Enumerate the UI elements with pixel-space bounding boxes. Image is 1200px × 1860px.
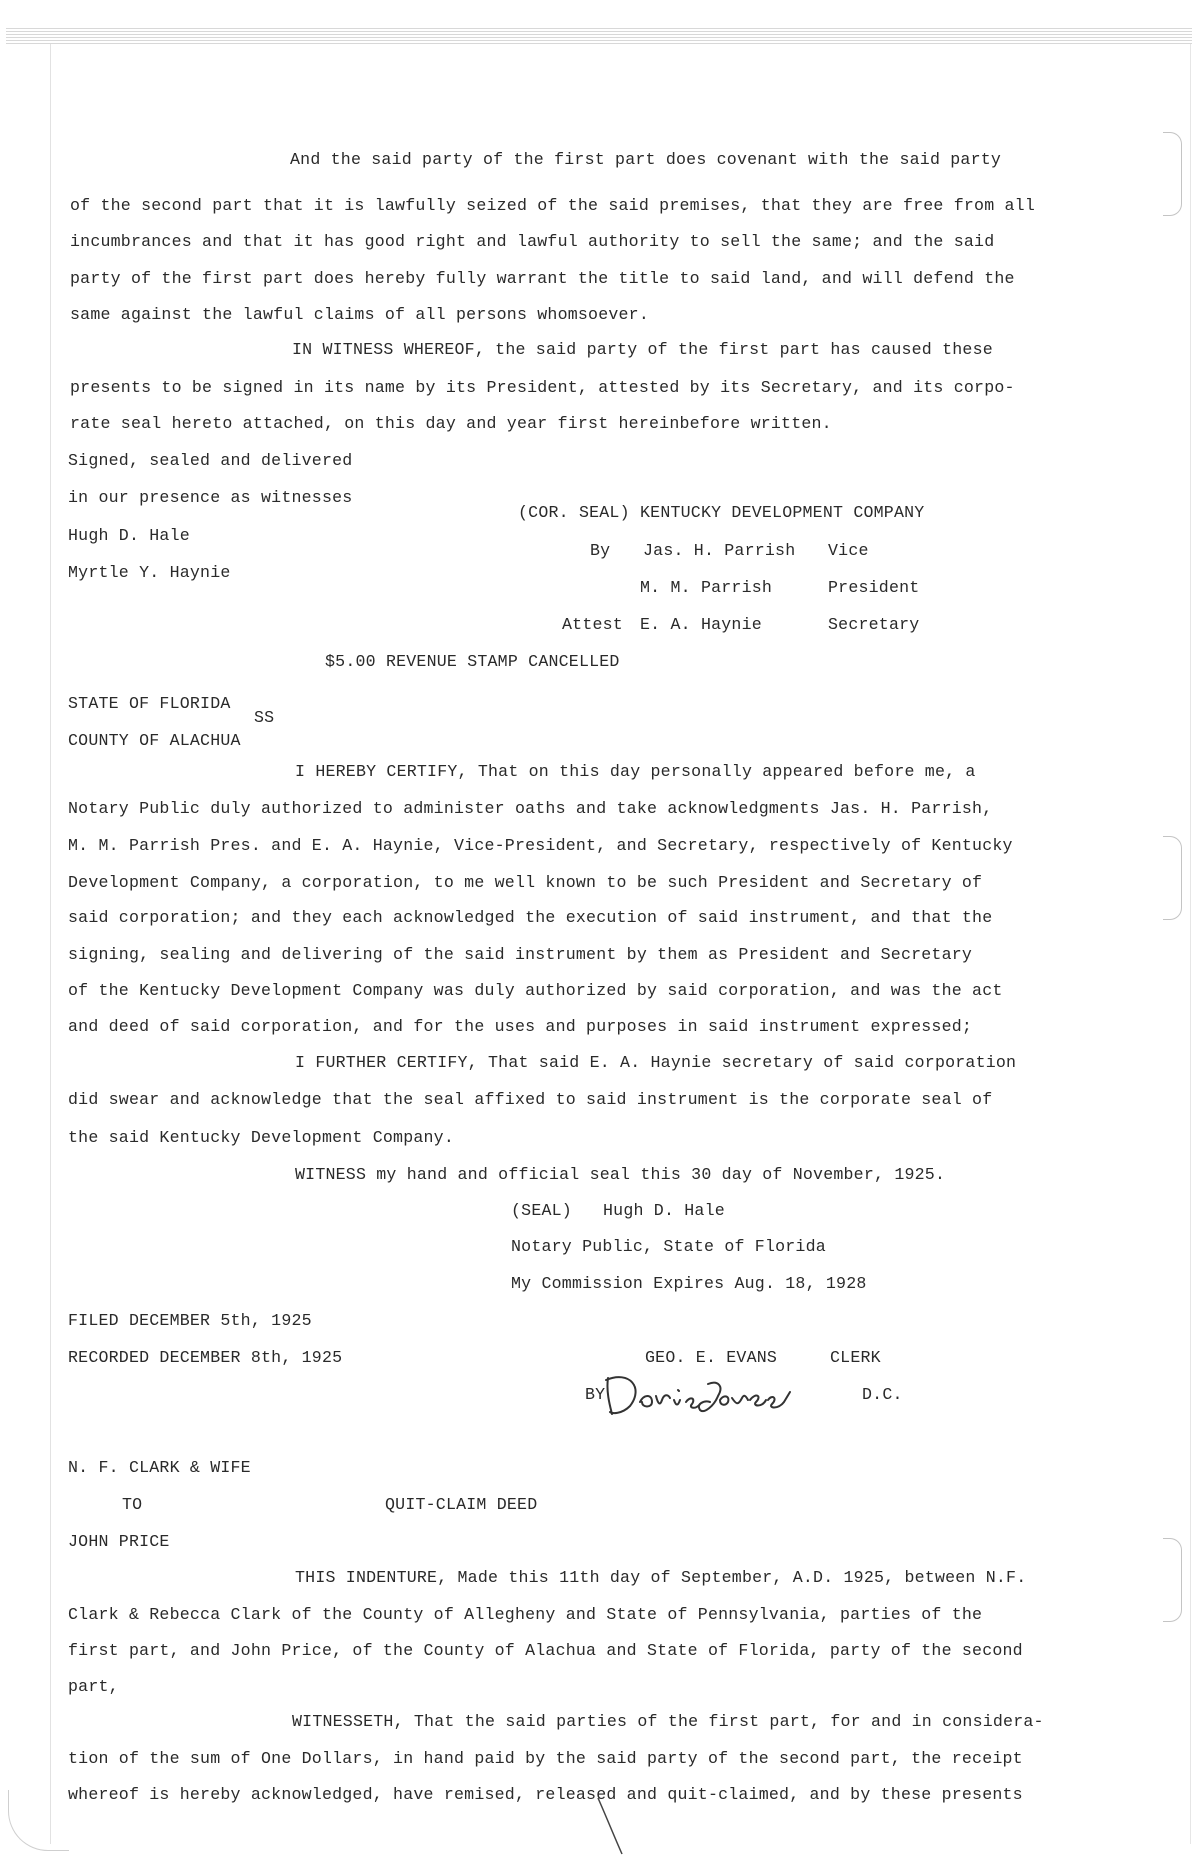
clerk-title: CLERK [830, 1348, 881, 1367]
deputy-clerk-signature [600, 1362, 810, 1420]
venue-county: COUNTY OF ALACHUA [68, 731, 241, 750]
notary-title: Notary Public, State of Florida [511, 1237, 826, 1256]
certificate-line: signing, sealing and delivering of the said instrument by them as President and Secretary [68, 945, 973, 964]
certificate-line: and deed of said corporation, and for the uses and purposes in said instrument expressed; [68, 1017, 973, 1036]
certificate-line: of the Kentucky Development Company was duly authorized by said corporation, and was the act [68, 981, 1003, 1000]
by-label: By [590, 541, 611, 560]
certificate-line: said corporation; and they each acknowledged the execution of said instrument, and that the [68, 908, 993, 927]
recorded-date: RECORDED DECEMBER 8th, 1925 [68, 1348, 343, 1367]
witness-name: Hugh D. Hale [68, 526, 190, 545]
witness-whereof-line: IN WITNESS WHEREOF, the said party of the first part has caused these [292, 340, 993, 359]
signer-title: Vice [828, 541, 869, 560]
page-right-margin-line [1190, 44, 1191, 1844]
witnesseth-line: tion of the sum of One Dollars, in hand paid by the said party of the second part, the receipt [68, 1749, 1023, 1768]
deputy-clerk-title: D.C. [862, 1385, 903, 1404]
certificate-line: M. M. Parrish Pres. and E. A. Haynie, Vice-President, and Secretary, respectively of Kentucky [68, 836, 1013, 855]
signer-name: E. A. Haynie [640, 615, 762, 634]
deed-type-heading: QUIT-CLAIM DEED [385, 1495, 538, 1514]
witness-whereof-line: presents to be signed in its name by its President, attested by its Secretary, and its corpo- [70, 378, 1015, 397]
company-name: KENTUCKY DEVELOPMENT COMPANY [640, 503, 925, 522]
notary-name: Hugh D. Hale [603, 1201, 725, 1220]
covenant-line: same against the lawful claims of all persons whomsoever. [70, 305, 649, 324]
signer-title: Secretary [828, 615, 920, 634]
covenant-line: of the second part that it is lawfully seized of the said premises, that they are free from all [70, 196, 1035, 215]
further-certify-line: I FURTHER CERTIFY, That said E. A. Haynie secretary of said corporation [295, 1053, 1017, 1072]
notary-commission: My Commission Expires Aug. 18, 1928 [511, 1274, 867, 1293]
covenant-line: incumbrances and that it has good right and lawful authority to sell the same; and the said [70, 232, 995, 251]
notary-seal-label: (SEAL) [511, 1201, 572, 1220]
attest-label: Attest [562, 615, 623, 634]
notary-witness-line: WITNESS my hand and official seal this 30 day of November, 1925. [295, 1165, 946, 1184]
signer-name: Jas. H. Parrish [643, 541, 796, 560]
by-label: BY [585, 1385, 606, 1404]
presence-witnesses-label: in our presence as witnesses [68, 488, 353, 507]
pen-stroke-mark [596, 1796, 626, 1856]
witnesseth-line: WITNESSETH, That the said parties of the first part, for and in considera- [292, 1712, 1044, 1731]
binder-punch-hole [1163, 1538, 1182, 1622]
certificate-line: Notary Public duly authorized to administer oaths and take acknowledgments Jas. H. Parrish, [68, 799, 993, 818]
covenant-line: party of the first part does hereby fully warrant the title to said land, and will defend the [70, 269, 1015, 288]
grantor-heading: N. F. CLARK & WIFE [68, 1458, 251, 1477]
covenant-line: And the said party of the first part does covenant with the said party [290, 150, 1002, 169]
witness-whereof-line: rate seal hereto attached, on this day and year first hereinbefore written. [70, 414, 832, 433]
witnesseth-line: whereof is hereby acknowledged, have remised, released and quit-claimed, and by these presents [68, 1785, 1023, 1804]
certificate-line: Development Company, a corporation, to me well known to be such President and Secretary of [68, 873, 983, 892]
venue-state: STATE OF FLORIDA [68, 694, 231, 713]
witness-name: Myrtle Y. Haynie [68, 563, 231, 582]
further-certify-line: the said Kentucky Development Company. [68, 1128, 454, 1147]
signer-title: President [828, 578, 920, 597]
clerk-name: GEO. E. EVANS [645, 1348, 778, 1367]
certificate-line: I HEREBY CERTIFY, That on this day personally appeared before me, a [295, 762, 976, 781]
corporate-seal-label: (COR. SEAL) [518, 503, 630, 522]
signed-sealed-label: Signed, sealed and delivered [68, 451, 353, 470]
page-left-margin-line [50, 44, 51, 1844]
binder-punch-hole [1163, 836, 1182, 920]
indenture-line: THIS INDENTURE, Made this 11th day of September, A.D. 1925, between N.F. [295, 1568, 1027, 1587]
page-top-border [6, 28, 1192, 44]
filed-date: FILED DECEMBER 5th, 1925 [68, 1311, 312, 1330]
page-corner-curl [8, 1790, 69, 1851]
signer-name: M. M. Parrish [640, 578, 773, 597]
binder-punch-hole [1163, 132, 1182, 216]
grantee-heading: JOHN PRICE [68, 1532, 170, 1551]
indenture-line: part, [68, 1677, 119, 1696]
further-certify-line: did swear and acknowledge that the seal affixed to said instrument is the corporate seal of [68, 1090, 993, 1109]
indenture-line: Clark & Rebecca Clark of the County of Allegheny and State of Pennsylvania, parties of the [68, 1605, 983, 1624]
revenue-stamp-note: $5.00 REVENUE STAMP CANCELLED [325, 652, 620, 671]
venue-ss: SS [254, 708, 275, 727]
to-heading: TO [122, 1495, 143, 1514]
indenture-line: first part, and John Price, of the County of Alachua and State of Florida, party of the second [68, 1641, 1023, 1660]
